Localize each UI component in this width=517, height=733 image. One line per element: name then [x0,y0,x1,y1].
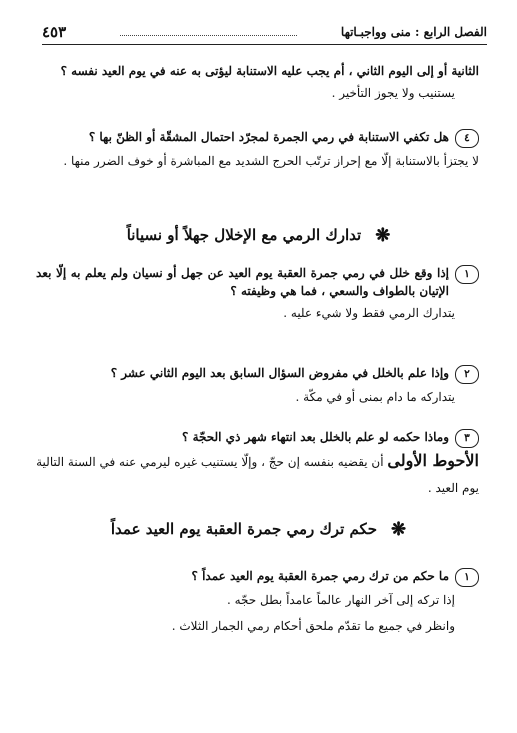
section1-question-2 [36,364,479,410]
question-number-badge: ٣ [455,429,479,448]
answer-text: يتدارك الرمي فقط ولا شيء عليه . [283,306,455,320]
section1-question-1 [36,264,479,326]
intro-question: الثانية أو إلى اليوم الثاني ، أم يجب عليه الاستنابة ليؤتى به عنه في يوم العيد نفسه ؟ [60,64,479,78]
question-number-badge: ١ [455,568,479,587]
chapter-title: الفصل الرابع : منى وواجبـاتها [340,25,487,39]
answer-text: لا يجتزأ بالاستنابة إلّا مع إحراز ترتّب الحرج الشديد مع المباشرة أو خوف الضرر منها . [63,154,479,168]
answer-text [36,448,479,501]
intro-block [36,62,479,106]
emphasis-lead: الأحوط الأولى [387,451,479,470]
reference-note: وانظر في جميع ما تقدّم ملحق أحكام رمي الجمار الثلاث . [171,619,455,633]
section1-question-3 [36,428,479,501]
answer-text: يتداركه ما دام بمنى أو في مكّة . [295,390,455,404]
question-text: وماذا حكمه لو علم بالخلل بعد انتهاء شهر ذي الحجّة ؟ [182,430,449,444]
page-number: ٤٥٣ [42,23,67,41]
question-number-badge: ٤ [455,129,479,148]
answer-rest: أن يقضيه بنفسه إن حجّ ، وإلّا يستنيب غيره ليرمي عنه في السنة التالية يوم العيد . [36,455,479,495]
intro-answer: يستنيب ولا يجوز التأخير . [331,86,455,100]
section-heading-1 [0,225,517,246]
question-block-4 [36,128,479,174]
question-number-badge: ١ [455,265,479,284]
answer-text: إذا تركه إلى آخر النهار عالماً عامداً بطل حجّه . [226,593,455,607]
question-text: هل تكفي الاستنابة في رمي الجمرة لمجرّد احتمال المشقّة أو الظنّ بها ؟ [88,130,449,144]
star-ornament-icon: ❋ [391,519,407,540]
question-text: إذا وقع خلل في رمي جمرة العقبة يوم العيد عن جهل أو نسيان ولم يعلم به إلّا بعد الإتيان بالطواف والسعي ، فما هي وظيفته ؟ [36,266,449,298]
section-title: تدارك الرمي مع الإخلال جهلاً أو نسياناً [126,226,362,244]
section-heading-2 [0,519,517,540]
star-ornament-icon: ❋ [375,225,391,246]
running-header [42,24,487,45]
question-text: وإذا علم بالخلل في مفروض السؤال السابق بعد اليوم الثاني عشر ؟ [110,366,449,380]
question-text: ما حكم من ترك رمي جمرة العقبة يوم العيد عمداً ؟ [191,569,449,583]
question-number-badge: ٢ [455,365,479,384]
section2-question-1 [36,567,479,639]
section-title: حكم ترك رمي جمرة العقبة يوم العيد عمداً [110,520,378,538]
header-dot-leader [120,35,297,36]
